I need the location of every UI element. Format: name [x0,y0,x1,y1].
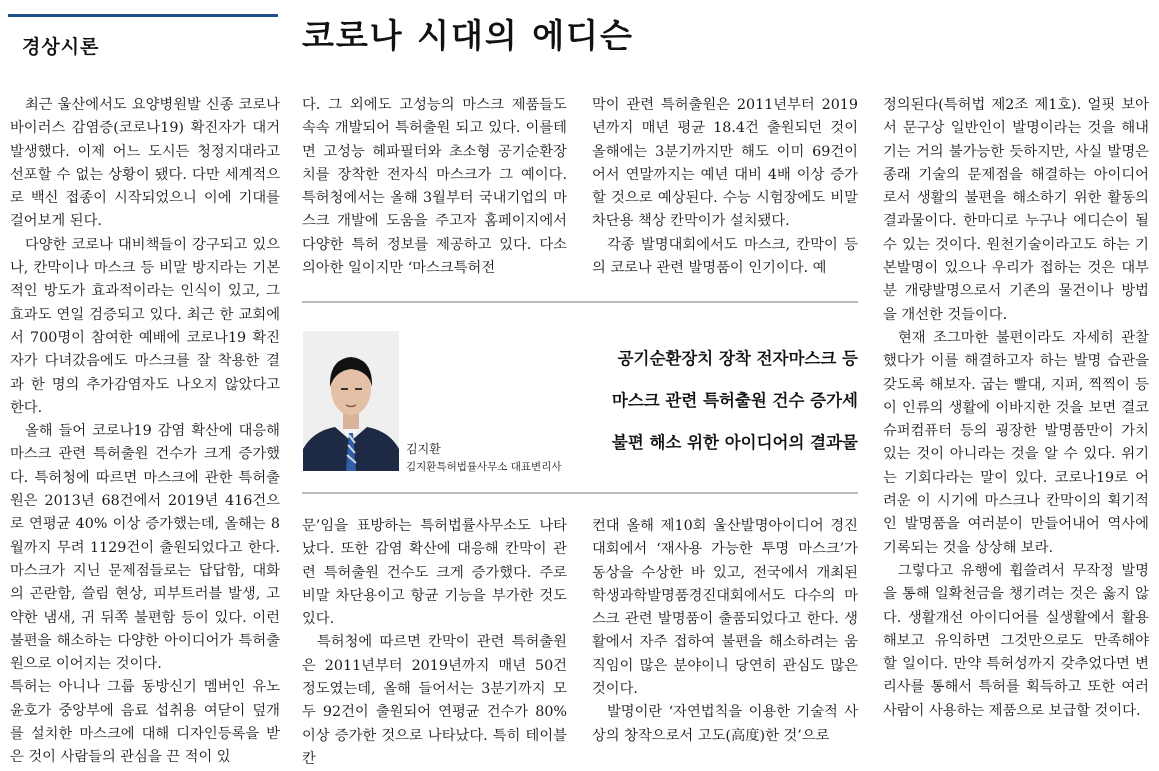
paragraph: 특허청에 따르면 칸막이 관련 특허출원은 2011년부터 2019년까지 매년 50건 정도였는데, 올해 들어서는 3분기까지 모두 92건이 출원되어 연평균 건수가 80% 이상 증가한 것으로 나타났다. 특히 테이블 칸 [302,634,567,767]
author-portrait-image [303,331,399,471]
headline: 코로나 시대의 에디슨 [302,16,634,55]
paragraph: 올해 들어 코로나19 감염 확산에 대응해 마스크 관련 특허출원 건수가 크게 증가했다. 특허청에 따르면 마스크에 관한 특허출원은 2013년 68건에서 2019년 416건으로 연평균 40% 이상 증가했는데, 올해는 8월까지 무려 1129건이 출원되었다고 한다. 마스크가 지닌 문제점들로는 답답함, 대화의 곤란함, 쓸림 현상, 피부트러블 발생, 고약한 냄새, 귀 뒤쪽 불편함 등이 있다. 이런 불편을 해소하는 다양한 아이디어가 특허출원으로 이어지는 것이다. [10,423,280,673]
paragraph: 문’임을 표방하는 특허법률사무소도 나타났다. 또한 감염 확산에 대응해 칸막이 관련 특허출원 건수도 크게 증가했다. 주로 비말 차단용이고 항균 기능을 부가한 것도 있다. [302,518,567,628]
article-column-3-bottom [592,515,858,748]
section-rule [8,14,278,17]
article-column-2-top [302,94,567,280]
paragraph: 막이 관련 특허출원은 2011년부터 2019년까지 매년 평균 18.4건 출원되던 것이 올해에는 3분기까지만 해도 이미 69건이어서 연말까지는 예년 대비 4배 이상 증가할 것으로 예상된다. 수능 시험장에도 비말 차단용 책상 칸막이가 설치됐다. [592,97,858,230]
article-column-1 [10,94,280,770]
paragraph: 각종 발명대회에서도 마스크, 칸막이 등의 코로나 관련 발명품이 인기이다. 예 [592,236,858,277]
paragraph: 발명이란 ‘자연법칙을 이용한 기술적 사상의 창작으로서 고도(高度)한 것’으로 [592,704,858,744]
paragraph: 최근 울산에서도 요양병원발 신종 코로나바이러스 감염증(코로나19) 확진자가 대거 발생했다. 이제 어느 도시든 청정지대라고 선포할 수 없는 상황이 됐다. 다만 세계적으로 백신 접종이 시작되었으니 이에 기대를 걸어보게 된다. [10,97,280,230]
paragraph: 컨대 올해 제10회 울산발명아이디어 경진대회에서 ‘재사용 가능한 투명 마스크’가 동상을 수상한 바 있고, 전국에서 개최된 학생과학발명품경진대회에서도 다수의 마스크 관련 발명품이 출품되었다고 한다. 생활에서 자주 접하여 불편을 해소하려는 움직임이 많은 분야이니 당연히 관심도 많은 것이다. [592,518,858,698]
pullquote-line-2: 마스크 관련 특허출원 건수 증가세 [611,391,858,410]
article-column-3-top [592,94,858,280]
author-name: 김지환 [406,442,441,456]
author-photo [303,331,399,471]
divider-top [302,301,858,303]
pullquote-line-1: 공기순환장치 장착 전자마스크 등 [617,349,858,368]
paragraph: 현재 조그마한 불편이라도 자세히 관찰했다가 이를 해결하고자 하는 발명 습관을 갖도록 해보자. 굽는 빨대, 지퍼, 찍찍이 등이 인류의 생활에 이바지한 것을 보면 결코 슈퍼컴퓨터 등의 굉장한 발명품만이 가치 있는 것이 아니라는 것을 알 수 있다. 위기는 기회다라는 말이 있다. 코로나19로 어려운 이 시기에 마스크나 칸막이의 획기적인 발명품을 여러분이 만들어내어 역사에 기록되는 것을 상상해 보라. [883,329,1149,556]
paragraph: 특허는 아니나 그룹 동방신기 멤버인 유노윤호가 중앙부에 음료 섭취용 여닫이 덮개를 설치한 마스크에 대해 디자인등록을 받은 것이 사람들의 관심을 끈 적이 있 [10,679,280,766]
paragraph: 다양한 코로나 대비책들이 강구되고 있으나, 칸막이나 마스크 등 비말 방지라는 기본적인 방도가 효과적이라는 인식이 있고, 그 효과도 연일 검증되고 있다. 최근 한 교회에서 700명이 참여한 예배에 코로나19 확진자가 다녀갔음에도 마스크를 잘 착용한 결과 한 명의 추가감염자도 나오지 않았다고 한다. [10,236,280,416]
paragraph: 다. 그 외에도 고성능의 마스크 제품들도 속속 개발되어 특허출원 되고 있다. 이를테면 고성능 헤파필터와 초소형 공기순환장치를 장착한 전자식 마스크가 그 예이다. 특허청에서는 올해 3월부터 국내기업의 마스크 개발에 도움을 주고자 홈페이지에서 다양한 특허 정보를 제공하고 있다. 다소 의아한 일이지만 ‘마스크특허전 [302,97,567,277]
divider-bottom [302,492,858,494]
author-title: 김지환특허법률사무소 대표변리사 [406,461,562,473]
article-column-4 [883,94,1149,723]
article-column-2-bottom [302,515,567,771]
section-label: 경상시론 [22,36,100,58]
paragraph: 그렇다고 유행에 휩쓸려서 무작정 발명을 통해 일확천금을 챙기려는 것은 옳지 않다. 생활개선 아이디어를 실생활에서 활용해보고 유익하면 그것만으로도 만족해야 할 일이다. 만약 특허성까지 갖추었다면 변리사를 통해서 특허를 획득하고 또한 여러 사람이 사용하는 제품으로 보급할 것이다. [883,562,1149,719]
pullquote-line-3: 불편 해소 위한 아이디어의 결과물 [611,433,858,452]
paragraph: 정의된다(특허법 제2조 제1호). 얼핏 보아서 문구상 일반인이 발명이라는 것을 해내기는 거의 불가능한 듯하지만, 사실 발명은 종래 기술의 문제점을 해결하는 아이디어로서 생활의 불편을 해소하기 위한 활동의 결과물이다. 한마디로 누구나 에디슨이 될 수 있는 것이다. 원천기술이라고도 하는 기본발명이 있으나 우리가 접하는 것은 대부분 개량발명으로서 기존의 물건이나 방법을 개선한 것들이다. [883,97,1149,323]
